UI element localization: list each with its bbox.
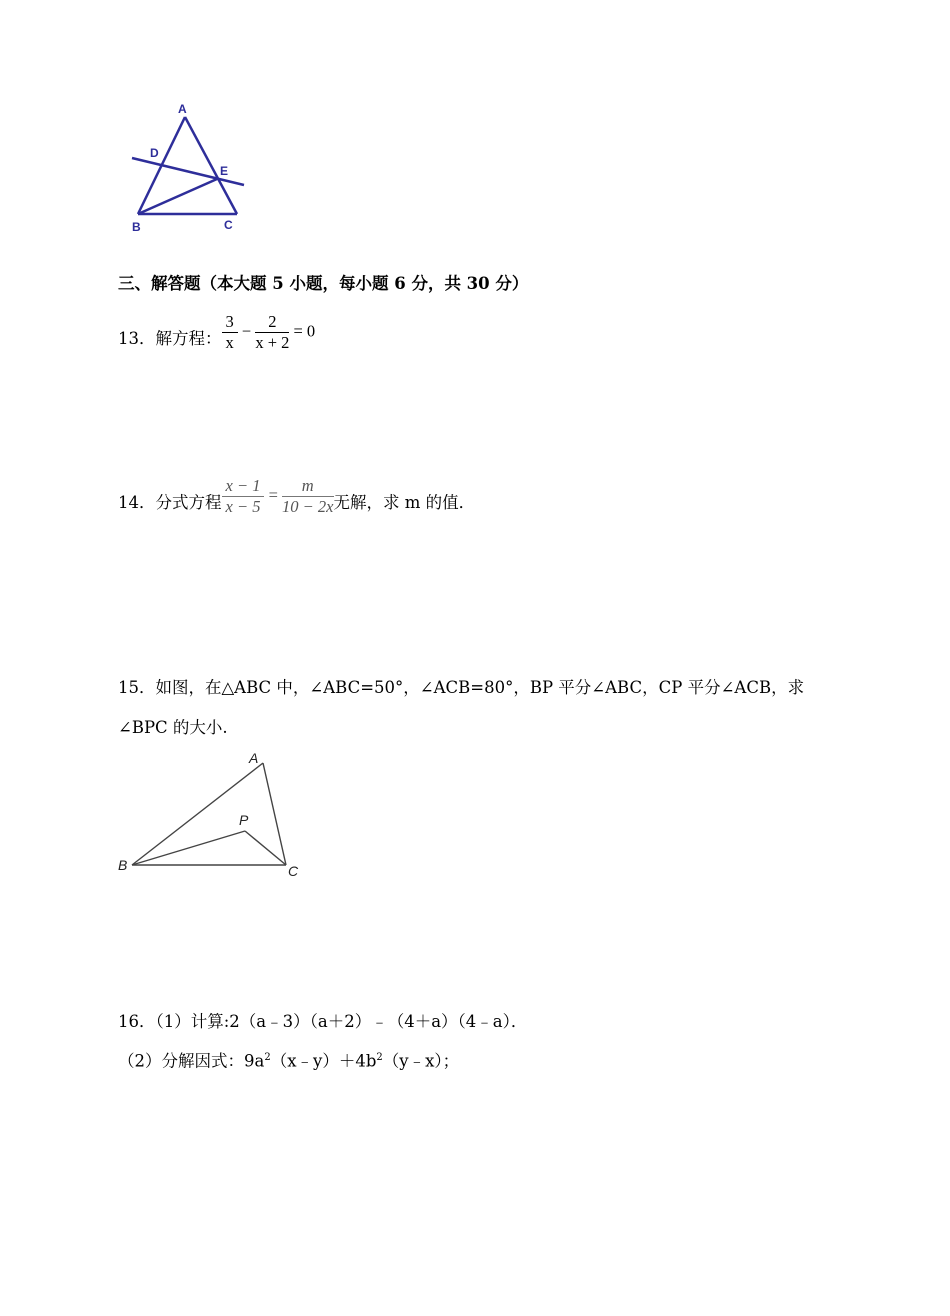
q13-frac2-denominator: x + 2 [255,333,290,352]
q13-minus: − [241,321,252,341]
q15-line-1: 15．如图，在△ABC 中，∠ABC=50°，∠ACB=80°，BP 平分∠ABC，CP 平分∠ACB，求 [118,678,805,697]
label-a: A [249,750,259,766]
q14-suffix: 无解，求 m 的值． [333,493,476,512]
q13-equation [222,312,316,353]
q13-prefix: 13．解方程： [118,329,222,348]
q14-frac2-numerator: m [282,476,333,497]
label-c: C [224,218,233,232]
question-14 [118,476,475,517]
label-b: B [132,220,141,234]
section-heading: 三、解答题（本大题 5 小题，每小题 6 分，共 30 分） [118,274,529,293]
q16-part-1: 16．（1）计算:2（a﹣3）（a＋2）﹣（4＋a）（4﹣a）． [118,1012,528,1031]
segment-be [138,179,217,214]
q16-part2-middle: （x﹣y）＋4b [270,1051,377,1071]
q14-fraction-1 [222,476,265,517]
label-c: C [288,863,299,879]
q14-frac1-denominator: x − 5 [225,497,261,516]
q14-equals: = [268,485,278,505]
q13-frac1-denominator: x [225,333,234,352]
q16-part-2 [118,1048,459,1072]
label-d: D [150,146,159,160]
q13-rhs: = 0 [293,321,316,341]
q13-fraction-2 [255,312,289,353]
q14-frac2-denominator: 10 − 2x [282,497,334,516]
label-p: P [239,812,249,828]
segment-bp [132,831,245,865]
q16-part2-suffix: （y﹣x）； [382,1051,460,1071]
q14-fraction-2 [282,476,333,517]
q14-frac1-numerator: x − 1 [222,476,265,497]
q13-frac2-numerator: 2 [255,312,289,333]
q16-superscript-1: 2 [264,1052,271,1063]
triangle-figure-2 [110,745,320,885]
q15-line-2: ∠BPC 的大小. [118,718,228,737]
question-13 [118,312,315,353]
q14-prefix: 14．分式方程 [118,493,222,512]
segment-ac [185,117,237,214]
q16-superscript-2: 2 [376,1052,383,1063]
q14-equation [222,476,334,517]
q13-frac1-numerator: 3 [222,312,238,333]
label-a: A [178,102,187,116]
segment-ac [263,763,286,865]
label-b: B [118,857,128,873]
triangle-figure-1 [120,95,260,240]
label-e: E [220,164,229,178]
q13-fraction-1 [222,312,238,353]
q16-part2-prefix: （2）分解因式：9a [118,1051,265,1071]
